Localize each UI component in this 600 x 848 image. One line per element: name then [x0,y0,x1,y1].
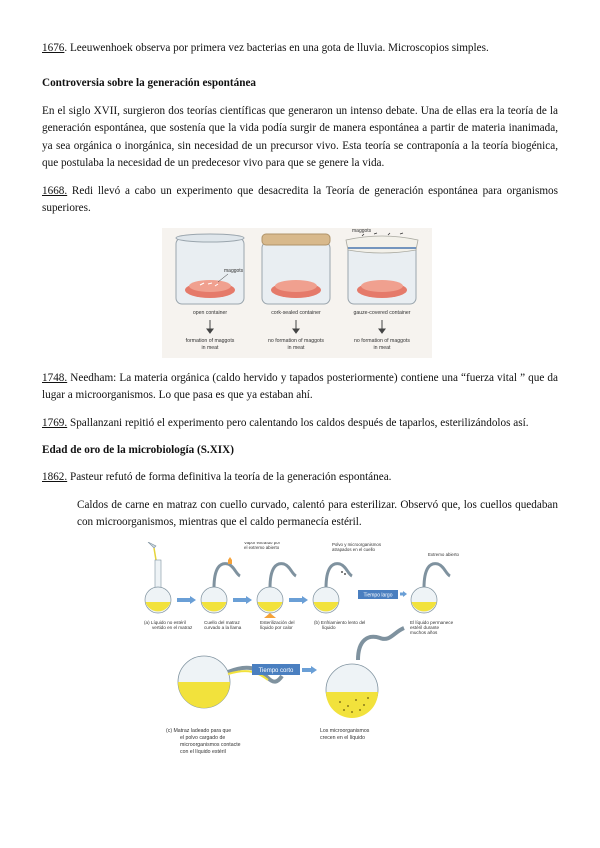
caption-cork: cork-sealed container [271,309,321,316]
tiempo-corto: Tiempo corto [258,667,294,674]
crecen-2: crecen en el líquido [320,734,365,741]
label-a1: (a) Líquido no estéril [144,619,186,625]
year-1668: 1668. [42,184,68,197]
paragraph-intro: En el siglo XVII, surgieron dos teorías científicas que generaron un intenso debate. Una de ellas era la teoría de la generación espontánea, que sostenía que la vida podía surgir de manera espontánea a partir de materia inanimada, ya sea orgánica o inorgánica, sin necesidad de un precursor vivo. Esta teoría se contraponía a la teoría biogénica, que postulaba la necesidad de un predecesor vivo para que se genere la vida. [42,104,558,169]
flask-b [201,557,240,613]
label-b-enf2: líquido [322,624,336,630]
label-b2: curvado a la llama [204,624,242,630]
year-1748: 1748. [42,371,68,384]
open-jar [176,234,244,304]
caption-gauze: gauze-covered container [353,309,411,316]
text-1748: Needham: La materia orgánica (caldo hervido y tapados posteriormente) contiene una “fuerza vital ” que da lugar a microorganismos. Lo que pasa es que ya estaban ahí. [42,371,558,401]
caption-open: open container [192,309,228,316]
polvo-1: Polvo y microorganismos [332,541,382,547]
paragraph-pasteur-desc: Caldos de carne en matraz con cuello curvado, calentó para esterilizar. Observó que, los cuellos quedaban con microorganismos, mientras que el caldo permanecía estéril. [77,498,558,528]
heading-controversia: Controversia sobre la generación espontánea [42,76,256,89]
text-1862: Pasteur refutó de forma definitiva la teoría de la generación espontánea. [67,471,392,483]
esteril-2: estéril durante [410,624,440,630]
label-c2: líquido por calor [260,624,293,630]
flask-e [411,563,450,612]
text-1769: Spallanzani repitió el experimento pero calentando los caldos después de taparlos, esterilizándolos así. [67,416,529,429]
c-1: (c) Matraz ladeado para que [166,727,232,734]
vapor-2: el extremo abierto [244,544,280,550]
esteril-3: muchos años [410,629,438,635]
c-3: microorganismos contacte [180,741,241,748]
maggots-label-top: maggots [352,227,372,234]
tiempo-largo: Tiempo largo [363,592,393,598]
document-page [42,38,558,772]
result-cork-2: in meat [287,344,305,351]
flask-c [257,563,296,617]
paragraph-1748 [42,370,558,405]
flask-a [145,542,171,613]
text-1668: Redi llevó a cabo un experimento que desacredita la Teoría de generación espontánea para organismos superiores. [42,184,558,214]
esteril-1: El líquido permanece [410,619,454,625]
cork-sealed-jar [262,234,330,304]
vapor-1: Vapor extraído por [244,541,281,545]
redi-illustration [162,228,432,358]
label-c1: Esterilización del [260,619,295,625]
extremo: Extremo abierto [428,551,459,557]
label-b1: Cuello del matraz [204,619,240,625]
polvo-2: atrapados en el cuello [332,546,375,552]
c-4: con el líquido estéril [180,748,226,755]
year-1862: 1862. [42,471,68,483]
result-open-1: formation of maggots [185,337,235,344]
paragraph-1769 [42,415,558,433]
flask-tilted [178,656,282,708]
gauze-covered-jar [346,228,418,304]
year-1769: 1769. [42,416,68,429]
label-b-enf1: (b) Enfriamiento lento del [314,619,366,625]
result-gauze-1: no formation of maggots [354,337,410,344]
flask-d [313,563,352,612]
pasteur-figure [144,542,474,772]
c-2: el polvo cargado de [180,734,226,741]
heading-edad-de-oro: Edad de oro de la microbiología (S.XIX) [42,444,234,456]
result-open-2: in meat [201,344,219,351]
label-a2: vertido en el matraz [152,624,193,630]
maggots-label: maggots [224,267,244,274]
year-1676: 1676 [42,42,65,54]
result-cork-1: no formation of maggots [268,337,324,344]
text-1676: . Leeuwenhoek observa por primera vez bacterias en una gota de lluvia. Microscopios simples. [64,42,489,54]
crecen-1: Los microorganismos [320,727,370,734]
result-gauze-2: in meat [373,344,391,351]
redi-figure [162,228,432,358]
paragraph-1668 [42,183,558,218]
paragraph-1676 [42,40,558,58]
flask-growth [326,628,404,718]
paragraph-1862 [42,469,558,487]
pasteur-illustration [144,542,474,772]
